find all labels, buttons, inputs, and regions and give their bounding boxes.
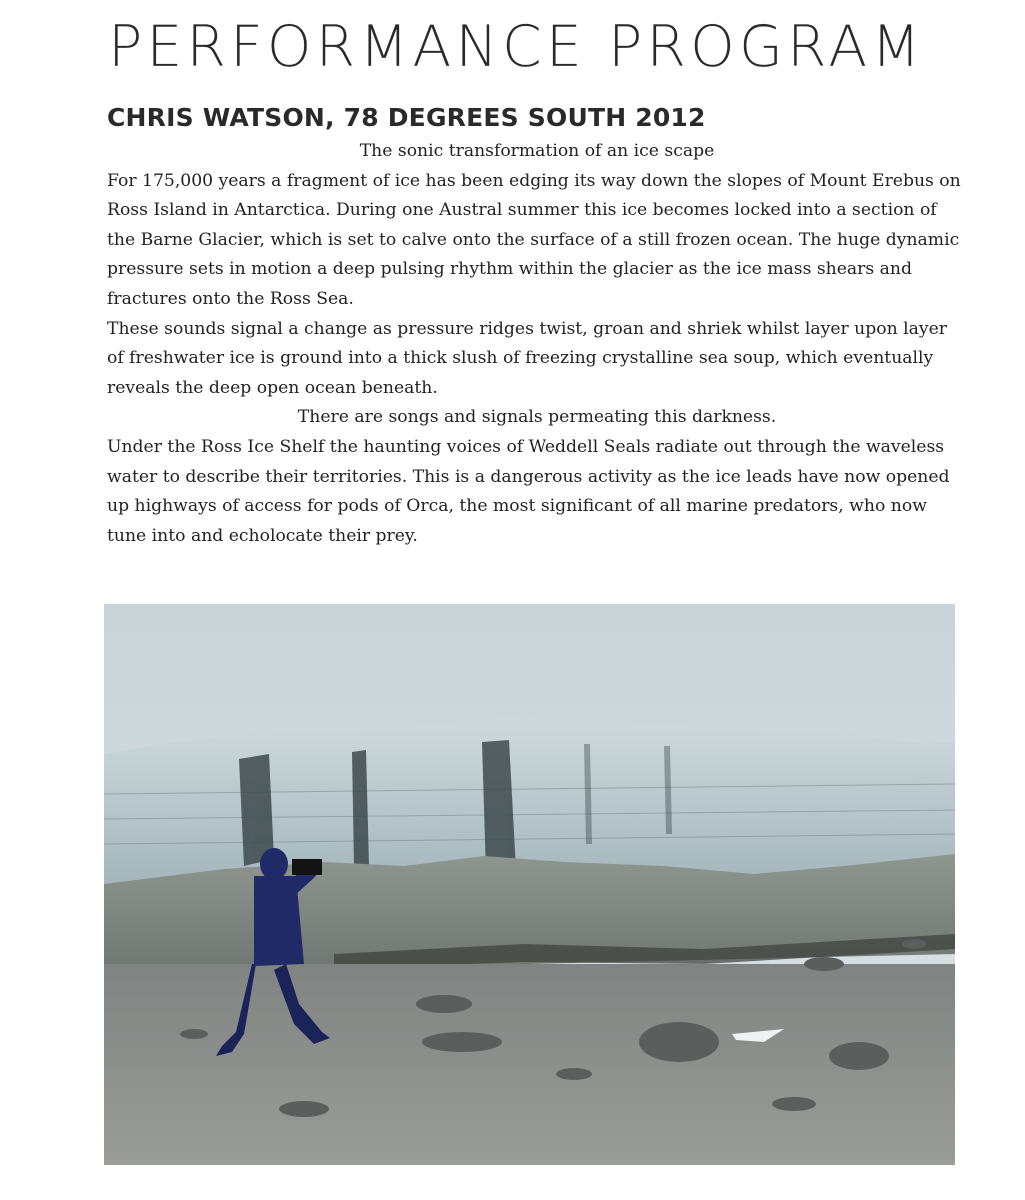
centered-line: There are songs and signals permeating this darkness. [297,407,777,428]
paragraph-weddell-seals: Under the Ross Ice Shelf the haunting voices of Weddell Seals radiate out through the waveless water to describe their territories. This is a dangerous activity as the ice leads have now opened up highways of access for pods of Orca, the most significant of all marine predators, who now tune into and echolocate their prey. [107,436,950,546]
page-title: PERFORMANCE PROGRAM [108,14,925,80]
gravel-plain [104,964,955,1165]
paragraph-pressure-ridges: These sounds signal a change as pressure ridges twist, groan and shriek whilst layer upon layer of freshwater ice is ground into a thick slush of freezing crystalline sea soup, which eventually reveals the deep open ocean beneath. [107,318,947,398]
glacier-photo-illustration [104,604,955,1165]
tagline: The sonic transformation of an ice scape [359,141,715,161]
article-body [107,137,967,551]
performance-subtitle: CHRIS WATSON, 78 DEGREES SOUTH 2012 [107,103,706,132]
paragraph-glacier: For 175,000 years a fragment of ice has been edging its way down the slopes of Mount Erebus on Ross Island in Antarctica. During one Austral summer this ice becomes locked into a section of the Barne Glacier, which is set to calve onto the surface of a still frozen ocean. The huge dynamic pressure sets in motion a deep pulsing rhythm within the glacier as the ice mass shears and fractures onto the Ross Sea. [107,170,961,309]
glacier-photo [104,604,955,1165]
